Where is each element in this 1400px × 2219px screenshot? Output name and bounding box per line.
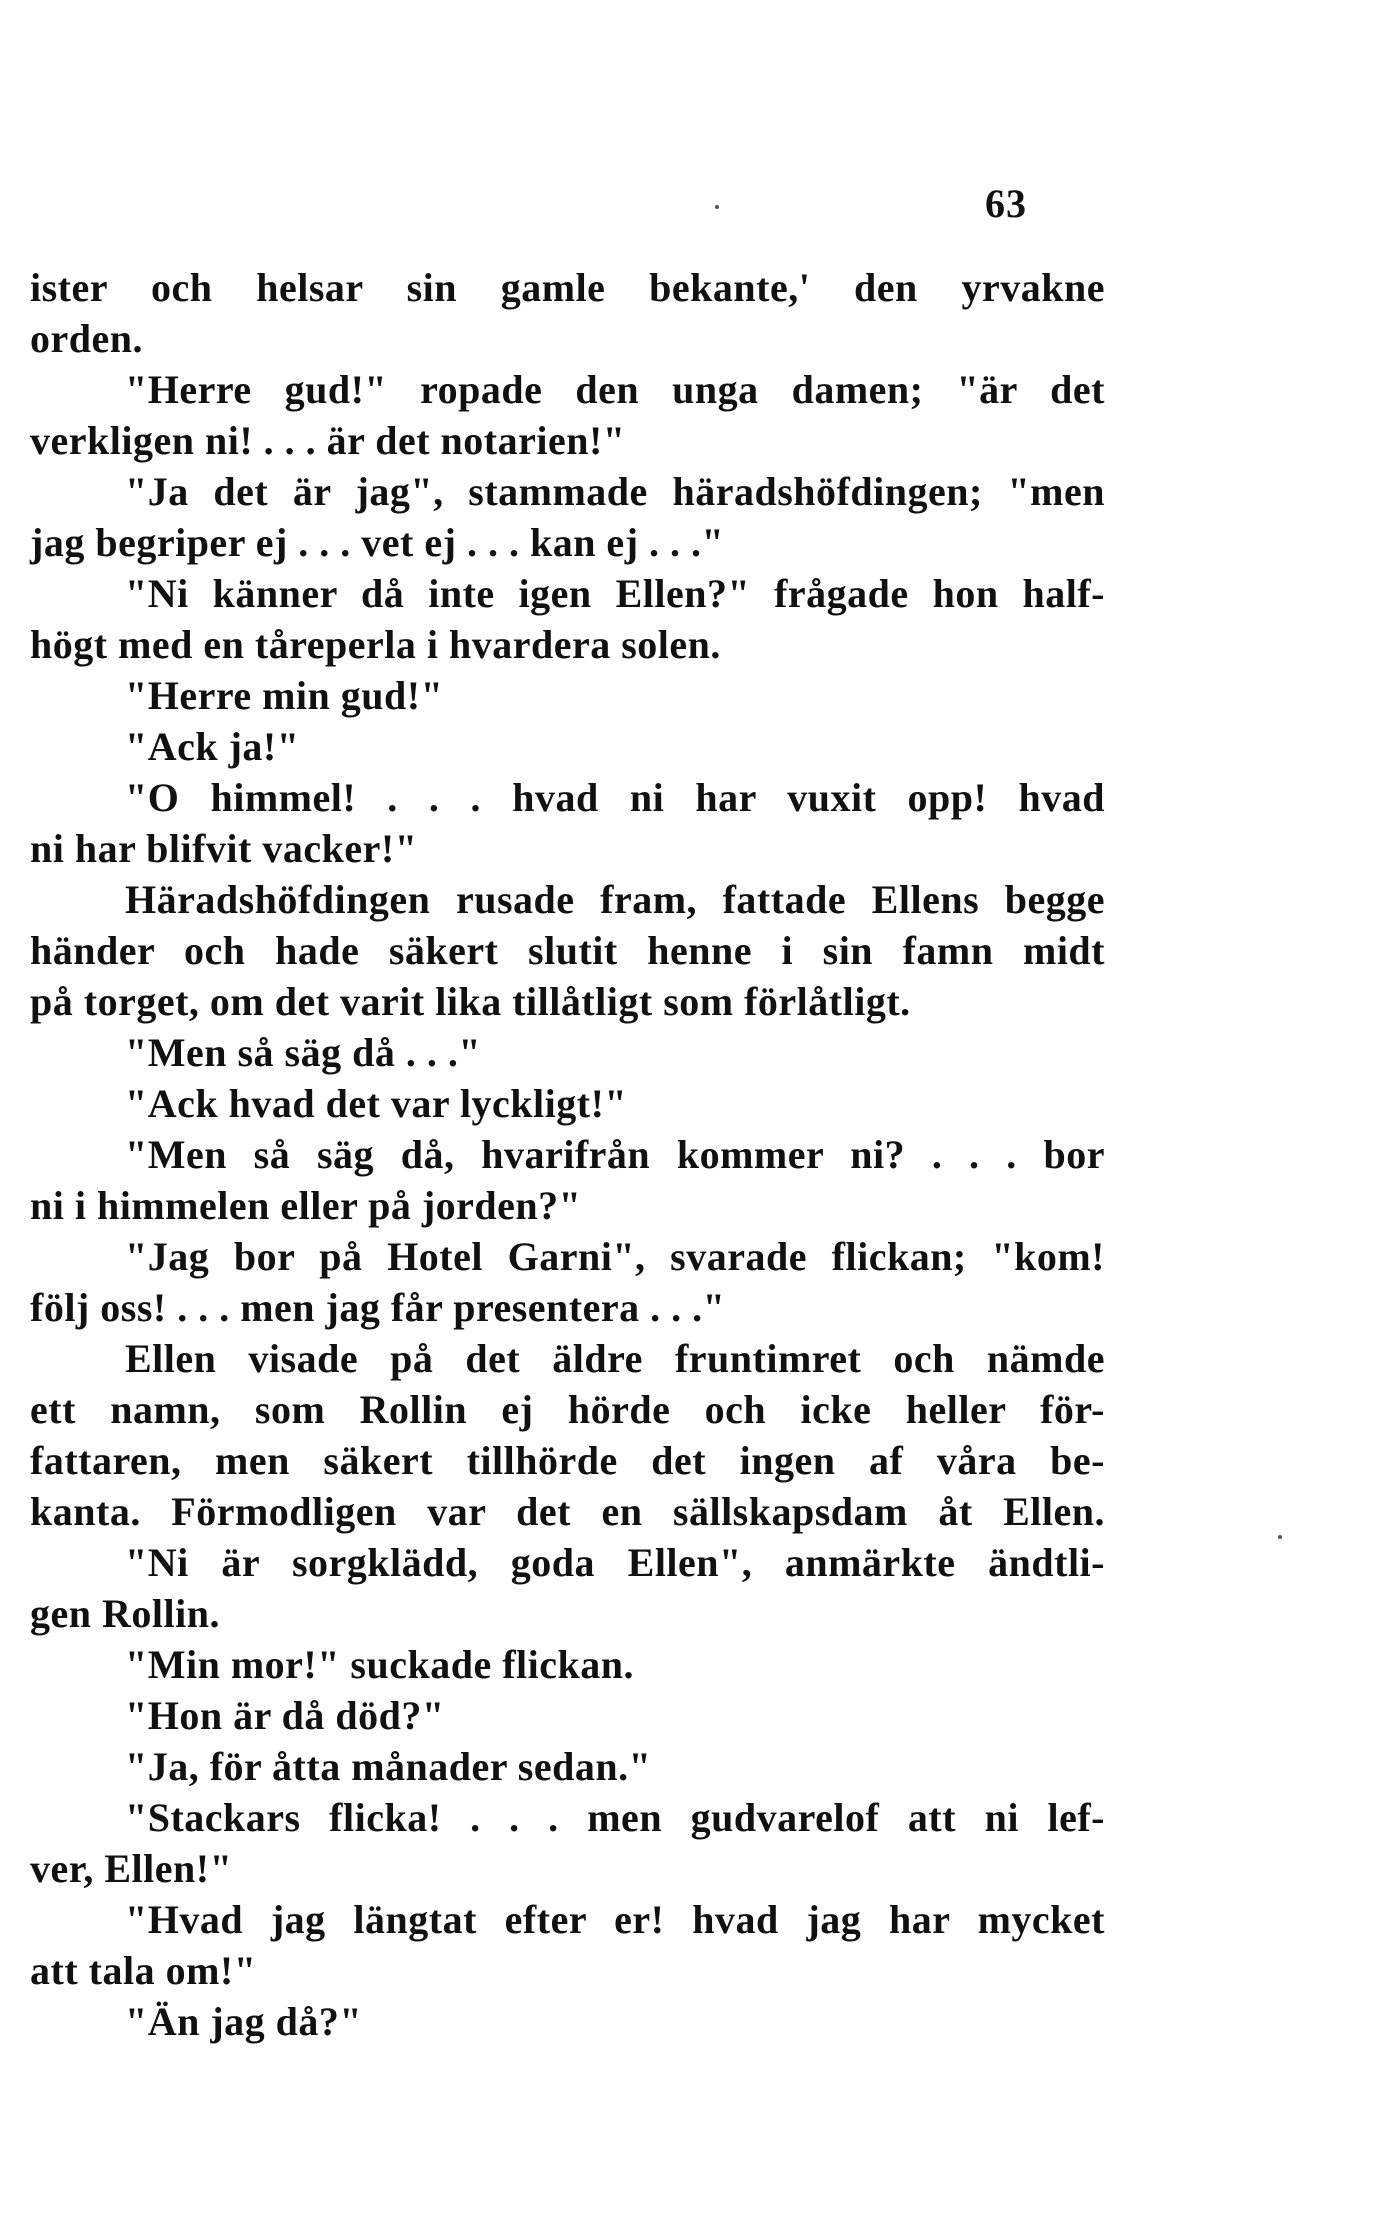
text-line: "Ack ja!": [125, 724, 300, 769]
text-line: ister och helsar sin gamle bekante,' den yrvakne: [30, 265, 1105, 310]
text-line: "Men så säg då, hvarifrån kommer ni? . . . bor: [125, 1132, 1105, 1177]
scan-speck: [715, 205, 719, 209]
text-line: ni i himmelen eller på jorden?": [30, 1183, 582, 1228]
text-line: ni har blifvit vacker!": [30, 826, 418, 871]
text-line: fattaren, men säkert tillhörde det ingen af våra be-: [30, 1438, 1105, 1483]
text-line: "Stackars flicka! . . . men gudvarelof att ni lef-: [125, 1795, 1105, 1840]
text-line: "Hon är då död?": [125, 1693, 445, 1738]
text-line: "O himmel! . . . hvad ni har vuxit opp! hvad: [125, 775, 1105, 820]
text-line: orden.: [30, 316, 143, 361]
text-line: händer och hade säkert slutit henne i sin famn midt: [30, 928, 1105, 973]
text-line: verkligen ni! . . . är det notarien!": [30, 418, 626, 463]
text-line: "Min mor!" suckade flickan.: [125, 1642, 635, 1687]
text-line: "Ni känner då inte igen Ellen?" frågade hon half-: [125, 571, 1105, 616]
text-line: på torget, om det varit lika tillåtligt som förlåtligt.: [30, 979, 911, 1024]
text-line: jag begriper ej . . . vet ej . . . kan ej . . .": [30, 520, 725, 565]
text-line: "Ja det är jag", stammade häradshöfdingen; "men: [125, 469, 1105, 514]
text-line: kanta. Förmodligen var det en sällskapsdam åt Ellen.: [30, 1489, 1105, 1534]
text-line: "Ack hvad det var lyckligt!": [125, 1081, 628, 1126]
text-line: "Jag bor på Hotel Garni", svarade flickan; "kom!: [125, 1234, 1105, 1279]
text-line: "Ni är sorgklädd, goda Ellen", anmärkte ändtli-: [125, 1540, 1105, 1585]
text-line: ett namn, som Rollin ej hörde och icke heller för-: [30, 1387, 1105, 1432]
text-line: ver, Ellen!": [30, 1846, 233, 1891]
text-line: Ellen visade på det äldre fruntimret och nämde: [125, 1336, 1105, 1381]
text-line: följ oss! . . . men jag får presentera . . .": [30, 1285, 726, 1330]
text-line: att tala om!": [30, 1948, 257, 1993]
text-line: "Än jag då?": [125, 1999, 363, 2044]
text-line: "Herre gud!" ropade den unga damen; "är det: [125, 367, 1105, 412]
page-number: 63: [985, 181, 1027, 226]
text-line: "Men så säg då . . .": [125, 1030, 482, 1075]
scan-speck: [1278, 1535, 1282, 1539]
text-line: "Hvad jag längtat efter er! hvad jag har mycket: [125, 1897, 1105, 1942]
text-line: gen Rollin.: [30, 1591, 220, 1636]
text-line: "Ja, för åtta månader sedan.": [125, 1744, 652, 1789]
text-line: Häradshöfdingen rusade fram, fattade Ellens begge: [125, 877, 1105, 922]
body-text: [30, 262, 1105, 2047]
text-line: högt med en tåreperla i hvardera solen.: [30, 622, 721, 667]
text-line: "Herre min gud!": [125, 673, 444, 718]
